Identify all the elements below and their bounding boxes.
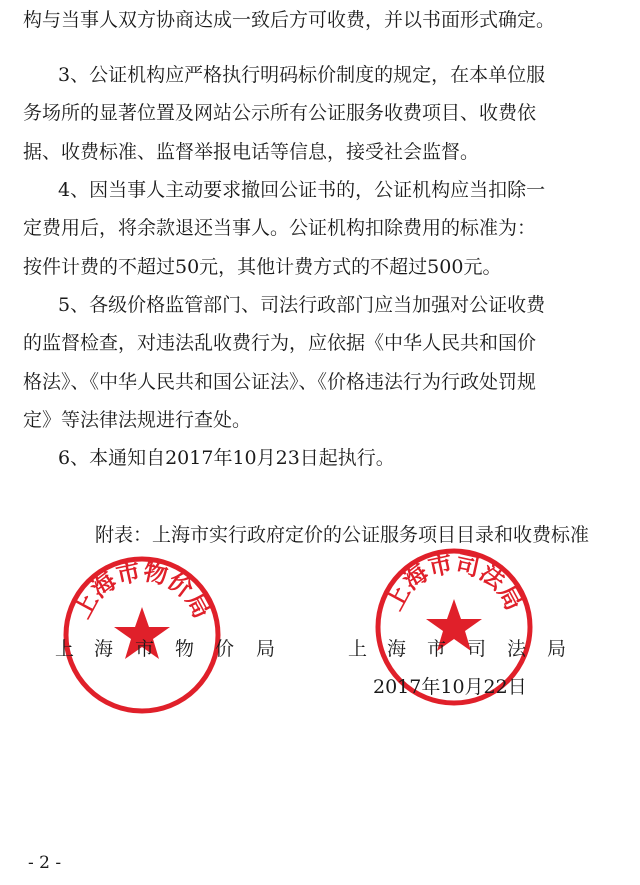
sig-left-char: 局 — [256, 638, 276, 660]
body-line-1: 构与当事人双方协商达成一致后方可收费，并以书面形式确定。 — [23, 9, 556, 31]
sig-left-char: 市 — [135, 638, 155, 660]
sig-left-char: 物 — [175, 638, 195, 660]
issue-date: 2017年10月22日 — [373, 676, 527, 698]
price-bureau-stamp — [62, 555, 222, 715]
body-line-3: 务场所的显著位置及网站公示所有公证服务收费项目、收费依 — [23, 102, 537, 124]
sig-right-char: 局 — [547, 638, 567, 660]
body-line-8: 5、各级价格监管部门、司法行政部门应当加强对公证收费 — [58, 294, 546, 316]
sig-left-char: 海 — [94, 638, 114, 660]
body-line-2: 3、公证机构应严格执行明码标价制度的规定，在本单位服 — [58, 64, 546, 86]
sig-right-char: 法 — [507, 638, 527, 660]
signature-justice-bureau — [0, 637, 640, 661]
stamp-text-right: 上海市司法局 — [378, 548, 530, 615]
attachment-note: 附表：上海市实行政府定价的公证服务项目目录和收费标准 — [95, 524, 590, 546]
sig-right-char: 市 — [427, 638, 447, 660]
sig-right-char: 上 — [348, 638, 368, 660]
sig-right-char: 司 — [467, 638, 487, 660]
sig-right-char: 海 — [387, 638, 407, 660]
body-line-6: 定费用后，将余款退还当事人。公证机构扣除费用的标准为： — [23, 217, 537, 239]
sig-left-char: 上 — [55, 638, 75, 660]
stamp-text-left: 上海市物价局 — [66, 556, 218, 623]
body-line-7: 按件计费的不超过50元，其他计费方式的不超过500元。 — [23, 256, 502, 278]
body-line-5: 4、因当事人主动要求撤回公证书的，公证机构应当扣除一 — [58, 179, 546, 201]
body-line-9: 的监督检查，对违法乱收费行为，应依据《中华人民共和国价 — [23, 332, 537, 354]
body-line-12: 6、本通知自2017年10月23日起执行。 — [58, 447, 395, 469]
body-line-11: 定》等法律法规进行查处。 — [23, 409, 252, 431]
body-line-10: 格法》、《中华人民共和国公证法》、《价格违法行为行政处罚规 — [23, 371, 537, 393]
sig-left-char: 价 — [215, 638, 235, 660]
body-line-4: 据、收费标准、监督举报电话等信息，接受社会监督。 — [23, 141, 480, 163]
page-number: - 2 - — [28, 853, 62, 873]
